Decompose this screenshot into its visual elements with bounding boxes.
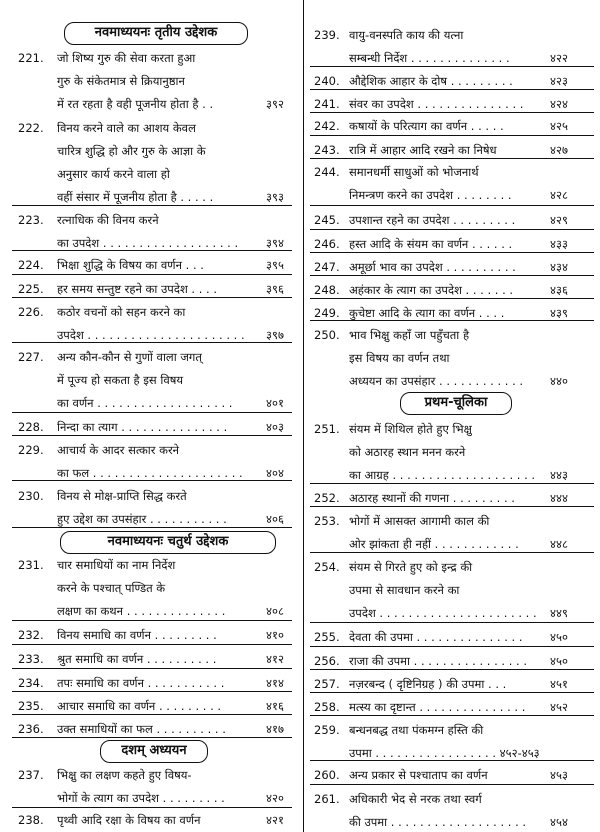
entry-page-number: ४०१	[266, 396, 284, 410]
entry-title-line: निन्दा का त्याग . . . . . . . . . . . . . . .	[57, 420, 228, 434]
entry-number: 239.	[314, 28, 340, 42]
entry-rule	[12, 807, 292, 808]
entry-page-number: ४४९	[550, 606, 568, 620]
entry-page-number: ४५२	[550, 700, 568, 714]
entry-number: 253.	[314, 514, 340, 528]
entry-number: 257.	[314, 677, 340, 691]
entry-title-line: देवता की उपमा . . . . . . . . . . . . . . .	[349, 630, 523, 644]
entry-title-line: अठारह स्थानों की गणना . . . . . . . . .	[349, 491, 515, 505]
entry-title-line: संवर का उपदेश . . . . . . . . . . . . . . .	[349, 97, 524, 111]
entry-number: 234.	[18, 676, 44, 690]
entry-number: 231.	[18, 558, 44, 572]
entry-number: 255.	[314, 630, 340, 644]
entry-title-line: का फल . . . . . . . . . . . . . . . . . . . . .	[57, 466, 243, 480]
entry-title-line: श्रुत समाधि का वर्णन . . . . . . . . . .	[57, 652, 217, 666]
entry-number: 248.	[314, 283, 340, 297]
entry-page-number: ४२४	[550, 97, 568, 111]
entry-rule	[310, 229, 594, 230]
entry-title-line: उपशान्त रहने का उपदेश . . . . . . . . .	[349, 213, 516, 227]
entry-title-line: विनय समाधि का वर्णन . . . . . . . . .	[57, 628, 217, 642]
entry-rule	[310, 89, 594, 90]
entry-rule	[12, 205, 292, 206]
entry-page-number: ४२९	[550, 213, 568, 227]
entry-page-number: ४२३	[550, 74, 568, 88]
entry-number: 232.	[18, 628, 44, 642]
entry-title-line: उपदेश . . . . . . . . . . . . . . . . . . . . . .	[349, 606, 537, 620]
entry-number: 229.	[18, 443, 44, 457]
entry-number: 251.	[314, 422, 340, 436]
entry-rule	[310, 252, 594, 253]
entry-page-number: ४३९	[550, 306, 568, 320]
entry-title-line: विनय करने वाले का आशय केवल	[57, 121, 196, 135]
entry-number: 258.	[314, 700, 340, 714]
entry-title-line: अहंकार के त्याग का उपदेश . . . . . . .	[349, 283, 514, 297]
entry-rule	[12, 691, 292, 692]
entry-title-line: भिक्षु का लक्षण कहते हुए विषय-	[57, 768, 192, 782]
entry-title-line: आचार समाधि का वर्णन . . . . . . . . .	[57, 699, 222, 713]
entry-title-line: नज़रबन्द ( दृष्टिनिग्रह ) की उपमा . . .	[349, 677, 507, 691]
entry-title-line: राजा की उपमा . . . . . . . . . . . . . . . .	[349, 654, 527, 668]
entry-title-line: कुचेष्टा आदि के त्याग का वर्णन . . . .	[349, 306, 505, 320]
entry-page-number: ४५०	[550, 630, 568, 644]
entry-page-number: ४३६	[550, 283, 568, 297]
entry-title-line: उपमा . . . . . . . . . . . . . . . . . ४५२-४५३	[349, 746, 540, 760]
section-heading: प्रथम-चूलिका	[400, 392, 512, 415]
entry-page-number: ४२१	[266, 813, 284, 827]
entry-page-number: ४२०	[266, 791, 284, 805]
entry-page-number: ३९६	[266, 282, 284, 296]
entry-page-number: ४१४	[266, 676, 284, 690]
entry-page-number: ४५०	[550, 654, 568, 668]
entry-number: 225.	[18, 282, 44, 296]
entry-number: 227.	[18, 350, 44, 364]
entry-page-number: ४४३	[550, 468, 568, 482]
entry-rule	[12, 297, 292, 298]
entry-page-number: ४१०	[266, 628, 284, 642]
entry-rule	[310, 158, 594, 159]
column-divider	[303, 0, 304, 832]
entry-title-line: भाव भिक्षु कहाँ जा पहुँचता है	[349, 328, 470, 342]
entry-rule	[310, 646, 594, 647]
entry-rule	[310, 66, 594, 67]
entry-page-number: ३९४	[266, 236, 284, 250]
entry-number: 226.	[18, 305, 44, 319]
entry-title-line: गुरु के संकेतमात्र से क्रियानुष्ठान	[57, 74, 185, 88]
entry-title-line: का उपदेश . . . . . . . . . . . . . . . . . . .	[57, 236, 239, 250]
entry-title-line: अधिकारी भेद से नरक तथा स्वर्ग	[349, 792, 482, 806]
entry-number: 238.	[18, 813, 44, 827]
entry-rule	[310, 298, 594, 299]
entry-rule	[310, 135, 594, 136]
entry-title-line: भोगों में आसक्त आगामी काल की	[349, 514, 490, 528]
entry-title-line: रात्रि में आहार आदि रखने का निषेध	[349, 143, 497, 157]
entry-rule	[12, 412, 292, 413]
entry-page-number: ४१७	[266, 722, 284, 736]
entry-title-line: रत्नाधिक की विनय करने	[57, 213, 159, 227]
entry-page-number: ४५१	[550, 677, 568, 691]
entry-title-line: करने के पश्चात् पण्डित के	[57, 581, 166, 595]
entry-title-line: भोगों के त्याग का उपदेश . . . . . . . . .	[57, 791, 225, 805]
entry-title-line: उपदेश . . . . . . . . . . . . . . . . . . . . . .	[57, 328, 245, 342]
entry-title-line: जो शिष्य गुरु की सेवा करता हुआ	[57, 51, 196, 65]
entry-title-line: समानधर्मी साधुओं को भोजनार्थ	[349, 165, 479, 179]
entry-title-line: मत्स्य का दृष्टान्त . . . . . . . . . . . . . . .	[349, 700, 526, 714]
entry-page-number: ४४४	[550, 491, 568, 505]
entry-number: 230.	[18, 489, 44, 503]
entry-page-number: ४५४	[550, 815, 568, 829]
entry-title-line: में रत रहता है वही पूजनीय होता है . .	[57, 97, 214, 111]
entry-title-line: वायु-वनस्पति काय की यत्ना	[349, 28, 464, 42]
entry-rule	[310, 552, 594, 553]
entry-title-line: अनुसार कार्य करने वाला हो	[57, 167, 170, 181]
entry-number: 228.	[18, 420, 44, 434]
entry-title-line: संयम से गिरते हुए को इन्द्र की	[349, 560, 473, 574]
entry-rule	[12, 668, 292, 669]
entry-title-line: उपमा से सावधान करने का	[349, 583, 460, 597]
entry-page-number: ४०६	[266, 512, 284, 526]
entry-number: 236.	[18, 722, 44, 736]
entry-page-number: ४३४	[550, 260, 568, 274]
entry-title-line: का वर्णन . . . . . . . . . . . . . . . . . . .	[57, 396, 233, 410]
entry-number: 245.	[314, 213, 340, 227]
entry-rule	[310, 506, 594, 507]
entry-page-number: ४४०	[550, 374, 568, 388]
entry-number: 246.	[314, 237, 340, 251]
entry-rule	[310, 275, 594, 276]
entry-number: 224.	[18, 258, 44, 272]
entry-title-line: अध्ययन का उपसंहार . . . . . . . . . . . .	[349, 374, 524, 388]
entry-title-line: को अठारह स्थान मनन करने	[349, 445, 466, 459]
entry-rule	[12, 714, 292, 715]
entry-page-number: ३९५	[266, 258, 284, 272]
entry-page-number: ४१२	[266, 652, 284, 666]
entry-rule	[12, 274, 292, 275]
entry-title-line: हस्त आदि के संयम का वर्णन . . . . . .	[349, 237, 513, 251]
entry-title-line: आचार्य के आदर सत्कार करने	[57, 443, 180, 457]
entry-rule	[310, 715, 594, 716]
entry-rule	[310, 784, 594, 785]
entry-title-line: अन्य कौन-कौन से गुणों वाला जगत्	[57, 350, 202, 364]
entry-title-line: की उपमा . . . . . . . . . . . . . . . . . . .	[349, 815, 527, 829]
entry-title-line: लक्षण का कथन . . . . . . . . . . . . . .	[57, 604, 226, 618]
entry-title-line: कषायों के परित्याग का वर्णन . . . . .	[349, 119, 504, 133]
entry-number: 247.	[314, 260, 340, 274]
entry-page-number: ४१६	[266, 699, 284, 713]
entry-number: 243.	[314, 143, 340, 157]
entry-page-number: ३९२	[266, 97, 284, 111]
entry-rule	[12, 644, 292, 645]
entry-page-number: ४५३	[550, 768, 568, 782]
entry-page-number: ४३३	[550, 237, 568, 251]
entry-rule	[12, 620, 292, 621]
section-heading: दशम् अध्ययन	[100, 740, 208, 763]
entry-number: 252.	[314, 491, 340, 505]
entry-title-line: संयम में शिथिल होते हुए भिक्षु	[349, 422, 472, 436]
entry-number: 221.	[18, 51, 44, 65]
entry-rule	[310, 669, 594, 670]
entry-rule	[310, 205, 594, 206]
entry-title-line: अन्य प्रकार से पश्चाताप का वर्णन	[349, 768, 488, 782]
entry-title-line: में पूज्य हो सकता है इस विषय	[57, 373, 184, 387]
entry-title-line: उक्त समाधियों का फल . . . . . . . . . .	[57, 722, 226, 736]
entry-title-line: विनय से मोक्ष-प्राप्ति सिद्ध करते	[57, 489, 187, 503]
entry-title-line: हुए उद्देश का उपसंहार . . . . . . . . . . .	[57, 512, 227, 526]
entry-page-number: ४२५	[550, 119, 568, 133]
entry-number: 233.	[18, 652, 44, 666]
entry-title-line: चार समाधियों का नाम निर्देश	[57, 558, 176, 572]
entry-rule	[310, 483, 594, 484]
entry-page-number: ४४८	[550, 537, 568, 551]
entry-number: 235.	[18, 699, 44, 713]
entry-number: 256.	[314, 654, 340, 668]
entry-title-line: निमन्त्रण करने का उपदेश . . . . . . . .	[349, 188, 512, 202]
entry-number: 250.	[314, 328, 340, 342]
entry-number: 254.	[314, 560, 340, 574]
entry-rule	[310, 112, 594, 113]
entry-number: 249.	[314, 306, 340, 320]
section-heading: नवमाध्ययनः चतुर्थ उद्देशक	[60, 531, 276, 554]
entry-rule	[12, 737, 292, 738]
entry-title-line: ओर झांकता ही नहीं . . . . . . . . . . . .	[349, 537, 519, 551]
entry-number: 261.	[314, 792, 340, 806]
entry-rule	[310, 622, 594, 623]
entry-title-line: पृथ्वी आदि रक्षा के विषय का वर्णन	[57, 813, 201, 827]
entry-page-number: ४०८	[266, 604, 284, 618]
entry-page-number: ४०४	[266, 466, 284, 480]
entry-title-line: इस विषय का वर्णन तथा	[349, 351, 450, 365]
entry-number: 259.	[314, 723, 340, 737]
entry-page-number: ४२२	[550, 51, 568, 65]
entry-number: 242.	[314, 119, 340, 133]
entry-page-number: ४२८	[550, 188, 568, 202]
entry-page-number: ३९७	[266, 328, 284, 342]
entry-number: 241.	[314, 97, 340, 111]
entry-number: 237.	[18, 768, 44, 782]
entry-title-line: हर समय सन्तुष्ट रहने का उपदेश . . . .	[57, 282, 218, 296]
entry-title-line: सम्बन्धी निर्देश . . . . . . . . . . . . . .	[349, 51, 510, 65]
entry-title-line: भिक्षा शुद्धि के विषय का वर्णन . . .	[57, 258, 204, 272]
entry-rule	[12, 527, 292, 528]
entry-number: 240.	[314, 74, 340, 88]
entry-title-line: चारित्र शुद्धि हो और गुरु के आज्ञा के	[57, 144, 206, 158]
entry-title-line: औद्देशिक आहार के दोष . . . . . . . . .	[349, 74, 513, 88]
entry-title-line: तपः समाधि का वर्णन . . . . . . . . . . .	[57, 676, 225, 690]
entry-number: 260.	[314, 768, 340, 782]
entry-title-line: कठोर वचनों को सहन करने का	[57, 305, 186, 319]
entry-page-number: ४२७	[550, 143, 568, 157]
entry-rule	[310, 692, 594, 693]
entry-page-number: ४०३	[266, 420, 284, 434]
entry-title-line: अमूर्छा भाव का उपदेश . . . . . . . . . .	[349, 260, 516, 274]
entry-rule	[12, 435, 292, 436]
entry-number: 244.	[314, 165, 340, 179]
entry-number: 223.	[18, 213, 44, 227]
entry-title-line: का आग्रह . . . . . . . . . . . . . . . . . . . .	[349, 468, 536, 482]
entry-page-number: ३९३	[266, 190, 284, 204]
entry-title-line: वहीं संसार में पूजनीय होता है . . . . .	[57, 190, 214, 204]
entry-title-line: बन्धनबद्ध तथा पंकमग्न हस्ति की	[349, 723, 484, 737]
entry-number: 222.	[18, 121, 44, 135]
section-heading: नवमाध्ययनः तृतीय उद्देशक	[64, 22, 248, 45]
